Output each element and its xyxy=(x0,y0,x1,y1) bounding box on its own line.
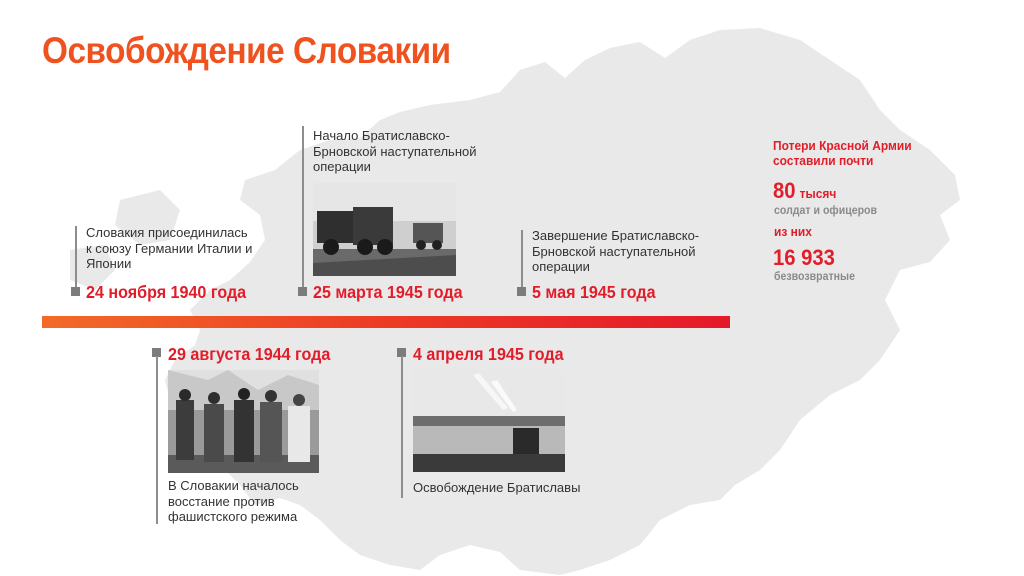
losses-of-them: из них xyxy=(774,224,812,239)
losses-total xyxy=(773,178,836,204)
event-marker xyxy=(71,287,80,296)
event-marker xyxy=(298,287,307,296)
losses-total-number: 80 xyxy=(773,178,796,203)
event-line xyxy=(156,356,158,524)
uprising-group-photo xyxy=(168,370,319,473)
timeline-bar xyxy=(42,316,730,328)
page-title: Освобождение Словакии xyxy=(42,30,451,71)
event-marker xyxy=(517,287,526,296)
river-rocket-fire-photo xyxy=(413,370,565,472)
event-line xyxy=(75,226,77,288)
military-trucks-photo xyxy=(313,183,456,276)
event-line xyxy=(521,230,523,288)
event-description: Начало Братиславско-Брновской наступательной операции xyxy=(313,128,477,174)
losses-irrecoverable xyxy=(773,245,835,271)
losses-total-caption: солдат и офицеров xyxy=(774,205,878,217)
event-date: 4 апреля 1945 года xyxy=(413,344,564,364)
losses-heading: Потери Красной Армии составили почти xyxy=(773,138,912,168)
event-description: Словакия присоединилась к союзу Германии Италии и Японии xyxy=(86,225,253,271)
event-date: 29 августа 1944 года xyxy=(168,344,331,364)
event-line xyxy=(401,356,403,498)
event-date: 25 марта 1945 года xyxy=(313,282,463,302)
event-date: 24 ноября 1940 года xyxy=(86,282,247,302)
losses-total-unit: тысяч xyxy=(799,186,837,201)
event-description: В Словакии началось восстание против фашистского режима xyxy=(168,478,299,524)
event-line xyxy=(302,126,304,288)
event-date: 5 мая 1945 года xyxy=(532,282,656,302)
event-description: Освобождение Братиславы xyxy=(413,480,581,495)
losses-irrecoverable-number: 16 933 xyxy=(773,245,835,270)
losses-irrecoverable-caption: безвозвратные xyxy=(774,271,855,283)
event-description: Завершение Братиславско-Брновской наступательной операции xyxy=(532,228,700,274)
